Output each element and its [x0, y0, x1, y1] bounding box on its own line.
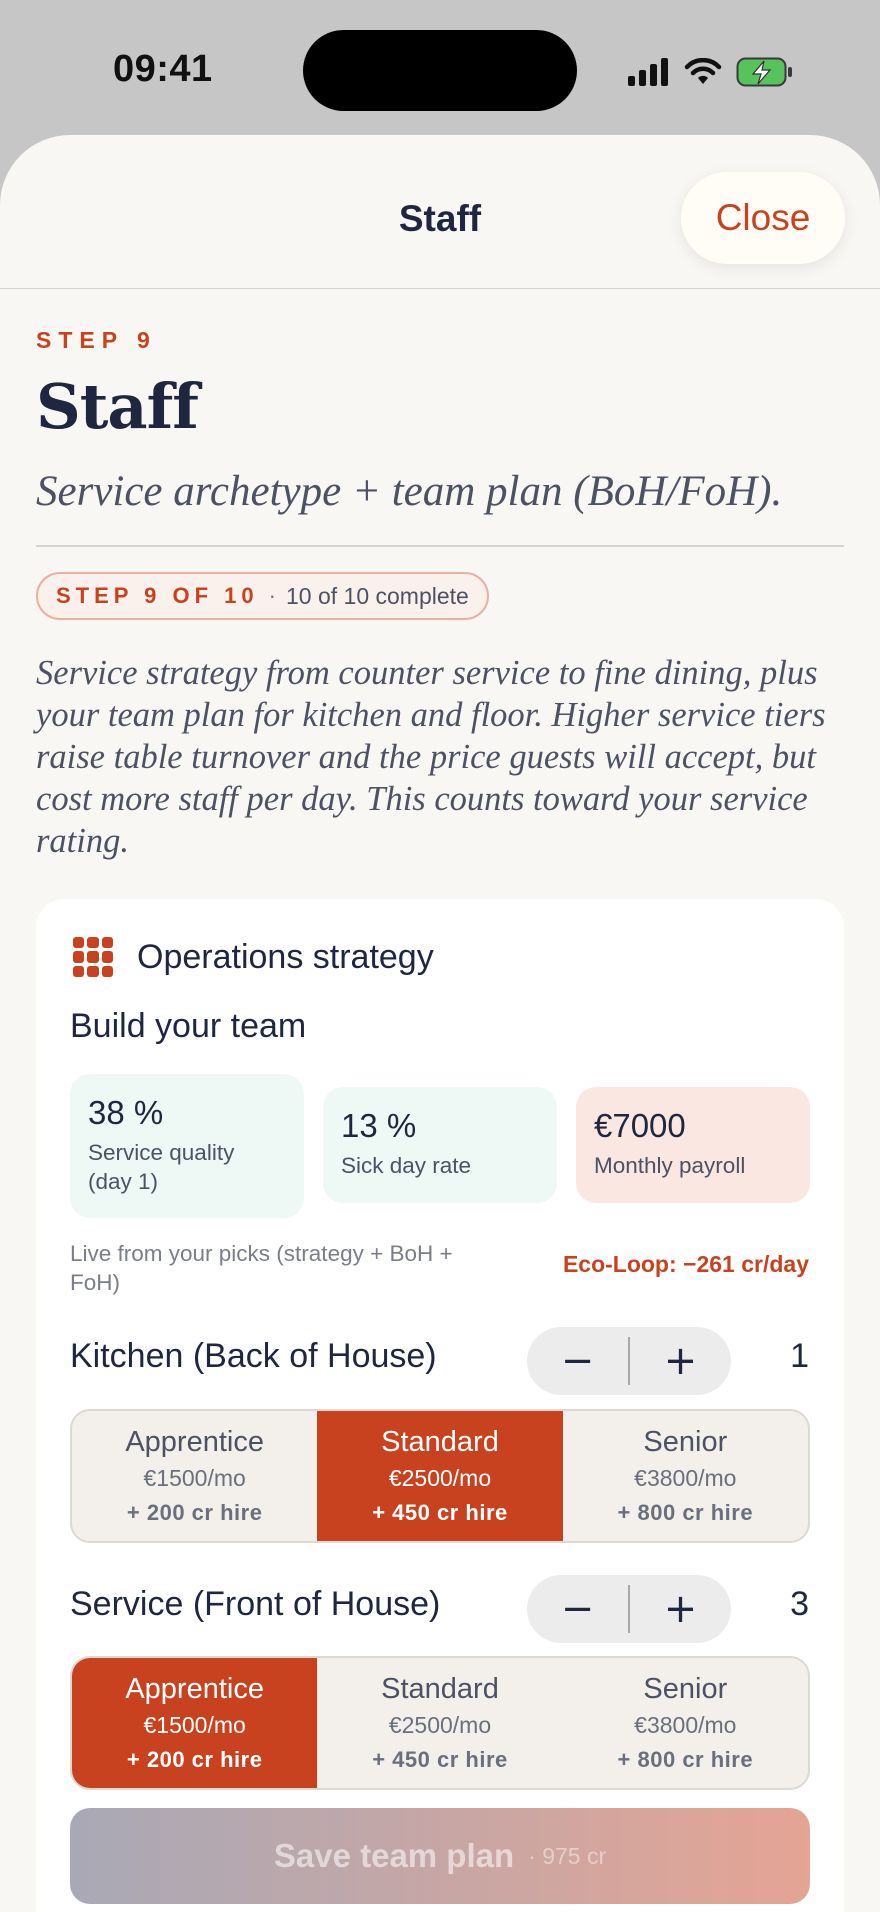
stat-value: 38 %	[88, 1094, 164, 1131]
progress-separator: ·	[268, 583, 276, 608]
kitchen-decrement-button[interactable]: −	[527, 1327, 628, 1395]
option-name: Senior	[643, 1673, 728, 1705]
close-button[interactable]: Close	[681, 172, 845, 264]
stat-sick-day-rate	[323, 1087, 557, 1203]
operations-card	[36, 899, 844, 1912]
option-name: Senior	[643, 1426, 728, 1458]
card-header	[73, 937, 434, 977]
step-description: Service strategy from counter service to fine dining, plus your team plan for kitchen and floor. Higher service tiers raise table turnover and the price guests will accept, but cost more staff per day. This counts toward your service rating.	[36, 654, 826, 860]
stat-monthly-payroll	[576, 1087, 810, 1203]
kitchen-stepper	[527, 1327, 731, 1395]
option-price: €3800/mo	[634, 1465, 737, 1491]
option-hire-cost: + 450 cr hire	[372, 1500, 508, 1525]
progress-step: STEP 9 OF 10	[56, 583, 259, 608]
service-increment-button[interactable]: +	[630, 1575, 731, 1643]
stat-label: Service quality (day 1)	[88, 1140, 235, 1194]
option-hire-cost: + 800 cr hire	[617, 1500, 754, 1525]
status-time: 09:41	[113, 48, 213, 90]
battery-charging-icon	[736, 57, 794, 87]
service-option-apprentice[interactable]	[72, 1658, 317, 1788]
kitchen-title: Kitchen (Back of House)	[70, 1337, 437, 1375]
status-icons	[628, 52, 794, 92]
option-name: Apprentice	[125, 1673, 264, 1705]
option-name: Standard	[381, 1673, 499, 1705]
kitchen-level-selector	[70, 1409, 810, 1543]
option-price: €3800/mo	[634, 1712, 737, 1738]
staff-sheet	[0, 135, 880, 1912]
option-hire-cost: + 200 cr hire	[126, 1747, 263, 1772]
save-cost: · 975 cr	[528, 1842, 607, 1869]
status-bar	[0, 0, 880, 135]
eco-loop-value: Eco-Loop: −261 cr/day	[562, 1251, 809, 1277]
kitchen-increment-button[interactable]: +	[630, 1327, 731, 1395]
kitchen-option-standard[interactable]	[317, 1411, 562, 1541]
service-option-standard[interactable]	[317, 1658, 562, 1788]
build-team-title: Build your team	[70, 1007, 307, 1045]
option-price: €1500/mo	[143, 1465, 246, 1491]
sheet-title: Staff	[398, 198, 482, 239]
wifi-icon	[684, 58, 722, 86]
step-label: STEP 9	[36, 327, 157, 353]
card-title: Operations strategy	[137, 937, 434, 976]
option-price: €1500/mo	[143, 1712, 246, 1738]
service-decrement-button[interactable]: −	[527, 1575, 628, 1643]
page-title: Staff	[36, 370, 198, 443]
option-hire-cost: + 200 cr hire	[126, 1500, 263, 1525]
progress-badge	[36, 572, 489, 620]
save-label: Save team plan	[273, 1837, 515, 1874]
stat-label: Monthly payroll	[594, 1153, 746, 1178]
service-title: Service (Front of House)	[70, 1585, 441, 1623]
service-count: 3	[790, 1585, 809, 1623]
page-subtitle: Service archetype + team plan (BoH/FoH).	[36, 468, 783, 515]
service-stepper	[527, 1575, 731, 1643]
divider	[36, 545, 844, 547]
cellular-signal-icon	[628, 58, 670, 86]
stat-value: €7000	[594, 1107, 686, 1144]
option-price: €2500/mo	[388, 1465, 492, 1491]
option-price: €2500/mo	[388, 1712, 492, 1738]
stat-label: Sick day rate	[341, 1153, 472, 1178]
dynamic-island	[303, 30, 577, 111]
sheet-header	[0, 135, 880, 289]
service-option-senior[interactable]	[563, 1658, 808, 1788]
kitchen-option-apprentice[interactable]	[72, 1411, 317, 1541]
save-team-plan-button[interactable]	[70, 1808, 810, 1904]
option-name: Standard	[381, 1426, 499, 1458]
option-hire-cost: + 800 cr hire	[617, 1747, 754, 1772]
option-hire-cost: + 450 cr hire	[372, 1747, 508, 1772]
stat-value: 13 %	[341, 1107, 417, 1144]
service-level-selector	[70, 1656, 810, 1790]
kitchen-count: 1	[790, 1337, 809, 1375]
grid-icon	[73, 937, 113, 977]
option-name: Apprentice	[125, 1426, 264, 1458]
live-note: Live from your picks (strategy + BoH + FoH)	[70, 1241, 453, 1295]
progress-complete: 10 of 10 complete	[285, 582, 469, 609]
stat-service-quality	[70, 1074, 304, 1218]
kitchen-option-senior[interactable]	[563, 1411, 808, 1541]
